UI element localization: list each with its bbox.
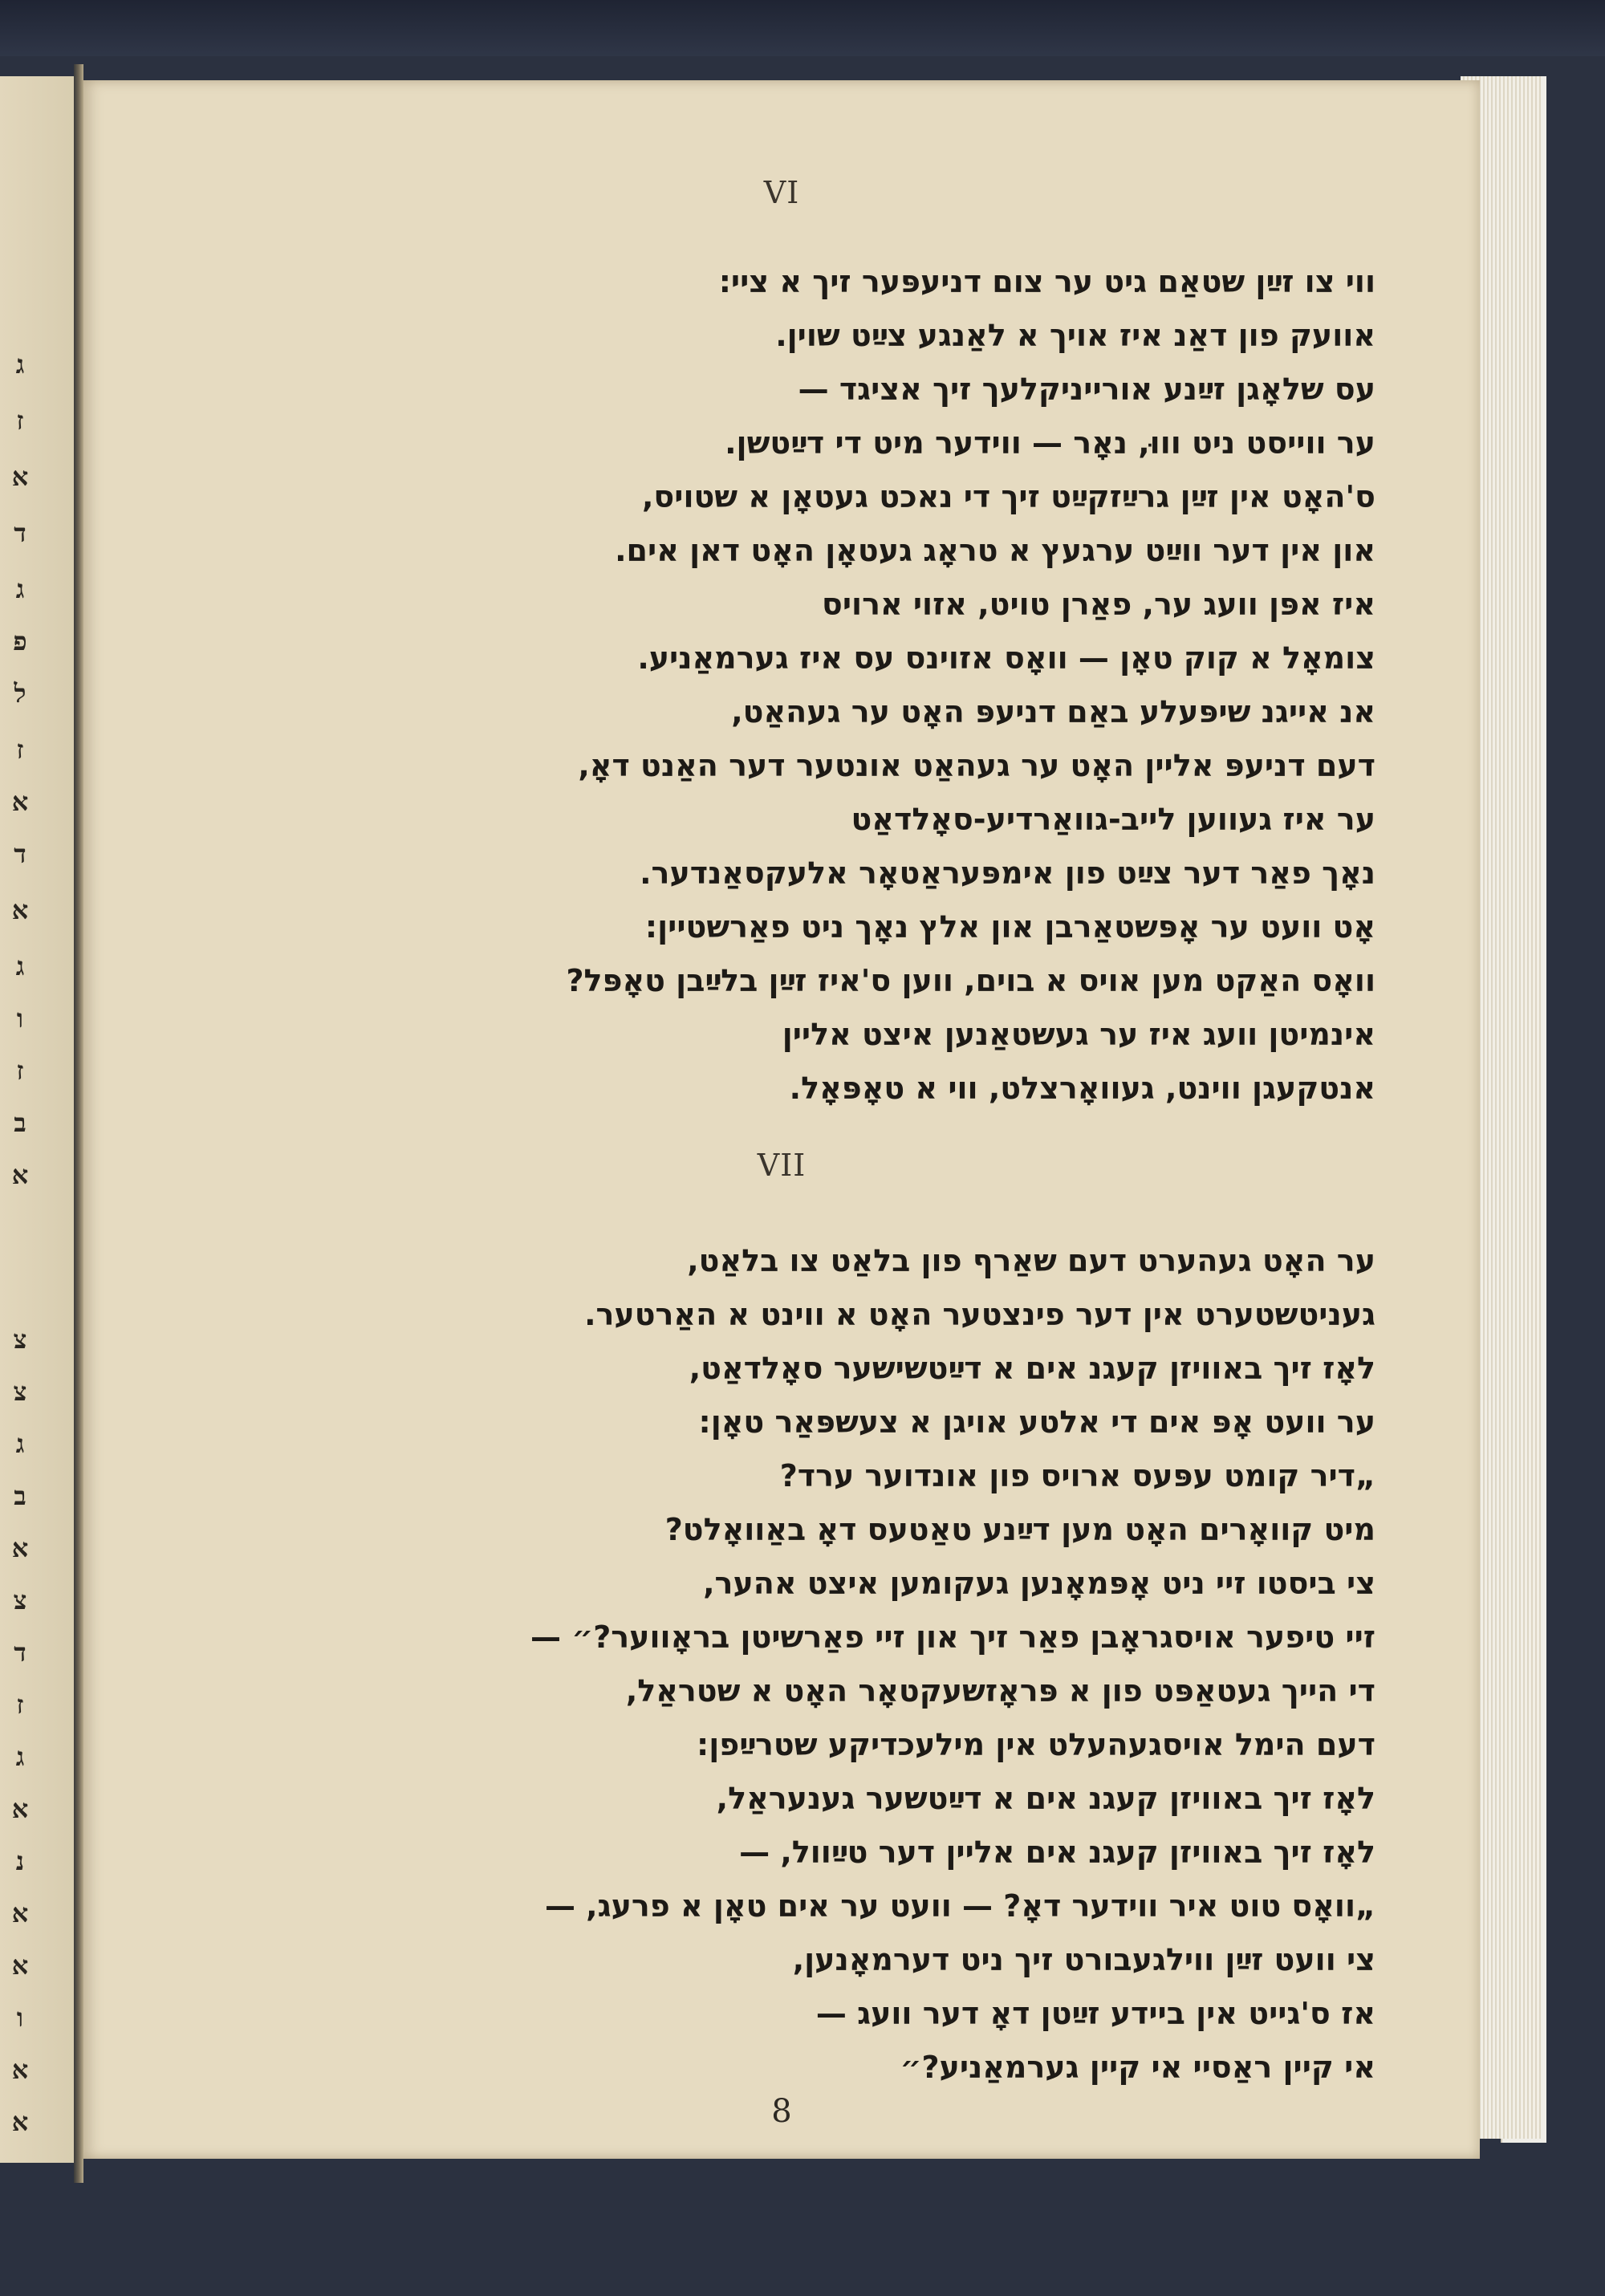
margin-glyph: נ	[15, 1846, 25, 1876]
poem-line: אוועק פון דאַנ איז אויך א לאַנגע צײַט שוין.	[775, 318, 1375, 353]
poem-line: עס שלאָגן זײַנע אורייניקלעך זיך אציגד —	[798, 372, 1375, 407]
margin-glyph: ו	[16, 2002, 24, 2033]
poem-line: מיט קוואָרים האָט מען דײַנע טאַטעס דאָ באַוואָלט?	[664, 1512, 1375, 1547]
poem-line: דעם דניעפּ אליין האָט ער געהאַט אונטער דער האַנט דאָ,	[578, 748, 1375, 783]
poem-line: ווי צו זײַן שטאַם גיט ער צום דניעפּער זיך א ציי:	[718, 264, 1375, 299]
left-page-edge	[0, 76, 76, 2163]
margin-glyph: צ	[13, 1585, 27, 1615]
margin-glyph: ל	[14, 678, 26, 709]
margin-glyph: ג	[15, 1741, 25, 1772]
margin-glyph: א	[11, 461, 29, 492]
margin-glyph: פ	[13, 626, 27, 656]
margin-glyph: א	[11, 1533, 29, 1563]
poem-line: לאָז זיך באוויזן קעגנ אים א דײַטשער גענעראַל,	[716, 1781, 1375, 1816]
margin-glyph: ז	[16, 1689, 24, 1720]
left-page-margin-text	[2, 317, 34, 2163]
margin-glyph: א	[11, 786, 29, 817]
poem-line: אנ אייגנ שיפּעלע באַם דניעפּ האָט ער געהאַט,	[731, 694, 1375, 729]
page-number: 8	[771, 2093, 792, 2130]
poem-line: די הייך געטאַפּט פון א פּראָזשעקטאָר האָט א שטראַל,	[625, 1673, 1375, 1709]
margin-glyph: ג	[15, 349, 25, 380]
margin-glyph: ז	[16, 734, 24, 765]
poem-line: „דיר קומט עפּעס ארויס פון אונדוער ערד?	[779, 1458, 1375, 1493]
poem-line: „וואָס טוט איר ווידער דאָ? — וועט ער אים טאָן א פרעג, —	[544, 1888, 1375, 1924]
poem-line: אינמיטן וועג איז ער געשטאַנען איצט אליין	[782, 1017, 1375, 1052]
poem-line: ער ווייסט ניט וווּ, נאָר — ווידער מיט די דײַטשן.	[725, 425, 1375, 461]
right-page	[83, 80, 1480, 2159]
margin-glyph: א	[11, 1950, 29, 1981]
margin-glyph: צ	[13, 1324, 27, 1355]
poem-line: ער וועט אָפּ אים די אלטע אויגן א צעשפּאַר טאָן:	[698, 1404, 1375, 1440]
poem-line: איז אפּן וועג ער, פאַרן טויט, אזוי ארויס	[822, 587, 1375, 622]
poem-line: געניטשטערט אין דער פינצטער האָט א ווינט א האַרטער.	[584, 1297, 1375, 1332]
margin-glyph: א	[11, 1160, 29, 1190]
margin-glyph: צ	[13, 1376, 27, 1407]
margin-glyph: ז	[16, 1055, 24, 1086]
poem-line: אז ס'גייט אין ביידע זײַטן דאָ דער וועג —	[815, 1996, 1375, 2031]
margin-glyph: ו	[16, 1003, 24, 1034]
margin-glyph: ב	[14, 1481, 26, 1511]
margin-glyph: ד	[14, 518, 26, 548]
margin-glyph: ז	[16, 405, 24, 436]
section-number-vii: VII	[757, 1148, 807, 1183]
poem-line: צומאָל א קוק טאָן — וואָס אזוינס עס איז גערמאַניע.	[637, 640, 1375, 676]
section-number-vi: VI	[763, 175, 800, 210]
margin-glyph: א	[11, 895, 29, 925]
poem-line: ער איז געווען לייב-גוואַרדיע-סאָלדאַט	[851, 802, 1375, 837]
stanza-vii	[332, 1234, 1375, 2095]
poem-line: ס'האָט אין זײַן גרײַזקײַט זיך די נאכט געטאָן א שטויס,	[642, 479, 1375, 514]
margin-glyph: א	[11, 2107, 29, 2137]
poem-line: לאָז זיך באוויזן קעגנ אים אליין דער טײַוול, —	[739, 1835, 1375, 1870]
margin-glyph: א	[11, 2054, 29, 2085]
poem-line: צי ביסטו זיי ניט אָפּמאָנען געקומען איצט אהער,	[703, 1566, 1375, 1601]
poem-line: זיי טיפער אויסגראָבן פאַר זיך און זיי פאַרשיטן בראָווער?״ —	[530, 1619, 1375, 1655]
stanza-vi	[332, 255, 1375, 1115]
book-cover	[0, 0, 1605, 56]
poem-line: לאָז זיך באוויזן קעגנ אים א דײַטשישער סאָלדאַט,	[689, 1351, 1375, 1386]
book-gutter	[74, 64, 83, 2183]
margin-glyph: ג	[15, 951, 25, 981]
poem-line: צי וועט זײַן ווילגעבורט זיך ניט דערמאָנען,	[792, 1942, 1375, 1977]
margin-glyph: ג	[15, 1428, 25, 1459]
margin-glyph: ד	[14, 1637, 26, 1668]
margin-glyph: ב	[14, 1107, 26, 1138]
poem-line: אָט וועט ער אָפּשטאַרבן און אלץ נאָך ניט פאַרשטיין:	[644, 909, 1375, 945]
poem-line: דעם הימל אויסגעהעלט אין מילעכדיקע שטרײַפן:	[697, 1727, 1375, 1762]
poem-line: ער האָט געהערט דעם שאַרף פון בלאַט צו בלאַט,	[687, 1243, 1375, 1278]
margin-glyph: ג	[15, 574, 25, 604]
poem-line: אנטקעגן ווינט, געוואָרצלט, ווי א טאָפּאָל.	[789, 1071, 1375, 1106]
poem-line: וואָס האַקט מען אויס א בוים, ווען ס'איז זײַן בלײַבן טאָפּל?	[566, 963, 1375, 998]
margin-glyph: ד	[14, 839, 26, 869]
poem-line: אי קיין ראַסיי אי קיין גערמאַניע?״	[900, 2050, 1375, 2085]
margin-glyph: א	[11, 1898, 29, 1928]
poem-line: און אין דער ווײַט ערגעץ א טראָג געטאָן האָט דאן אים.	[615, 533, 1375, 568]
poem-line: נאָך פאַר דער צײַט פון אימפּעראַטאָר אלעקסאַנדער.	[640, 855, 1375, 891]
margin-glyph: א	[11, 1794, 29, 1824]
